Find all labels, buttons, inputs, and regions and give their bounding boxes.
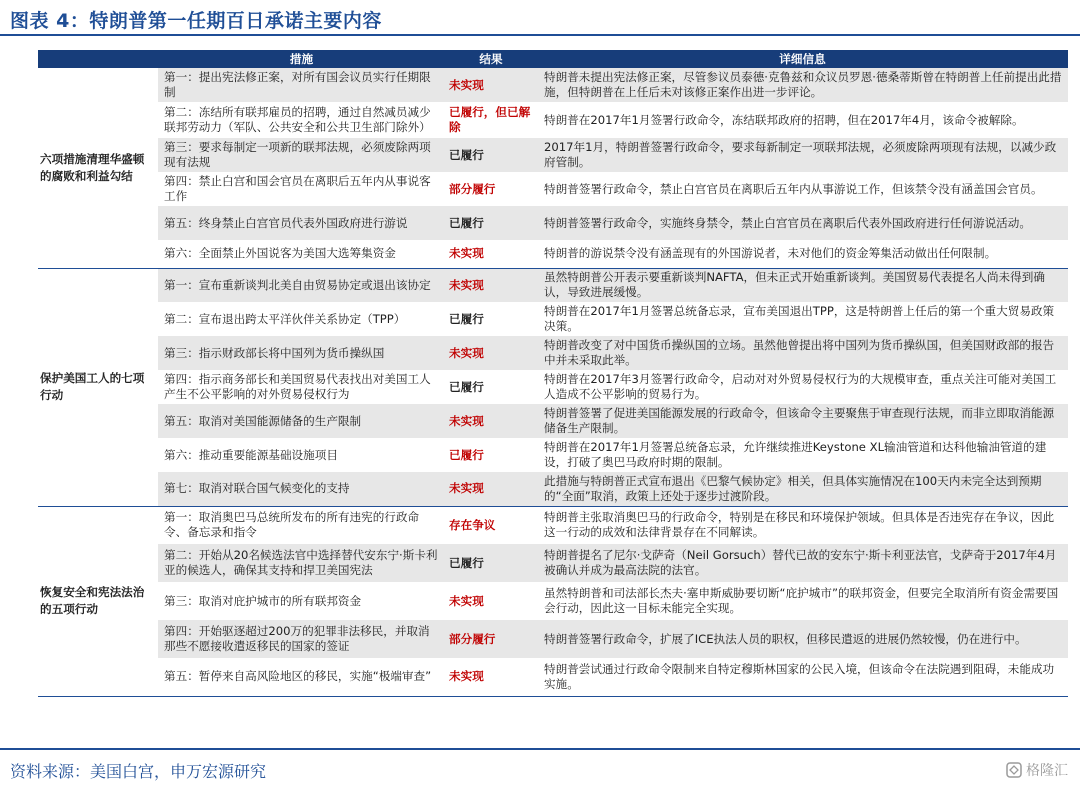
table-row [38,240,1068,268]
category-cell: 保护美国工人的七项行动 [38,268,158,506]
detail-cell: 特朗普签署了促进美国能源发展的行政命令，但该命令主要聚焦于审查现行法规，而非立即取消能源储备生产限制。 [537,404,1068,438]
measure-cell: 第二：宣布退出跨太平洋伙伴关系协定（TPP） [164,311,406,326]
result-cell: 未实现 [445,336,537,370]
result-cell: 部分履行 [445,620,537,658]
result-cell: 已履行 [449,379,484,394]
measure-cell: 第一：取消奥巴马总统所发布的所有违宪的行政命令、备忘录和指令 [164,510,420,540]
detail-cell: 此措施与特朗普正式宣布退出《巴黎气候协定》相关，但具体实施情况在100天内未完全达到预期的“全面”取消，政策上还处于逐步过渡阶段。 [537,472,1068,506]
category-cell: 恢复安全和宪法法治的五项行动 [38,506,158,696]
table-row [38,620,1068,658]
table-row [38,370,1068,404]
table-row [38,302,1068,336]
result-cell: 未实现 [445,404,537,438]
source-note: 资料来源：美国白宫，申万宏源研究 [10,762,267,781]
detail-cell: 特朗普的游说禁令没有涵盖现有的外国游说者，未对他们的资金筹集活动做出任何限制。 [537,240,1068,268]
measure-cell: 第一：提出宪法修正案，对所有国会议员实行任期限制 [158,68,445,102]
result-cell: 已履行，但已解除 [449,105,531,134]
header-details: 详细信息 [537,50,1068,68]
result-cell: 已履行 [445,138,537,172]
table-row [38,438,1068,472]
result-cell: 未实现 [445,240,537,268]
watermark [1006,760,1068,780]
footer-divider [0,748,1080,750]
result-cell: 未实现 [445,658,537,696]
result-cell: 已履行 [449,447,484,462]
table-row [38,506,1068,544]
measure-cell: 第四：指示商务部长和美国贸易代表找出对美国工人产生不公平影响的对外贸易侵权行为 [164,372,431,401]
detail-cell: 特朗普尝试通过行政命令限制来自特定穆斯林国家的公民入境，但该命令在法院遇到阻碍，未能成功实施。 [537,658,1068,696]
detail-cell: 特朗普在2017年1月签署总统备忘录，宣布美国退出TPP，这是特朗普上任后的第一个重大贸易政策决策。 [544,304,1055,333]
table-row [38,268,1068,302]
table-row [38,68,1068,102]
title-divider [0,34,1080,36]
detail-cell: 特朗普在2017年1月签署总统备忘录，允许继续推进Keystone XL输油管道和达科他输油管道的建设，打破了奥巴马政府时期的限制。 [544,440,1047,469]
table-row [38,172,1068,206]
result-cell: 部分履行 [449,181,496,196]
detail-cell: 特朗普改变了对中国货币操纵国的立场。虽然他曾提出将中国列为货币操纵国，但美国财政部的报告中并未采取此举。 [537,336,1068,370]
promises-table [38,50,1068,697]
measure-cell: 第四：禁止白宫和国会官员在离职后五年内从事说客工作 [164,174,431,203]
result-cell: 未实现 [445,268,537,302]
table-row [38,404,1068,438]
measure-cell: 第三：指示财政部长将中国列为货币操纵国 [158,336,445,370]
header-measures: 措施 [158,50,445,68]
measure-cell: 第三：要求每制定一项新的联邦法规，必须废除两项现有法规 [158,138,445,172]
table-row [38,658,1068,696]
detail-cell: 特朗普签署行政命令，禁止白宫官员在离职后五年内从事游说工作，但该禁令没有涵盖国会官员。 [544,181,1043,196]
table-header-row [38,50,1068,68]
table-row [38,582,1068,620]
detail-cell: 虽然特朗普公开表示要重新谈判NAFTA，但未正式开始重新谈判。美国贸易代表提名人尚未得到确认，导致进展缓慢。 [537,268,1068,302]
result-cell: 未实现 [445,68,537,102]
header-category [38,50,158,68]
detail-cell: 特朗普提名了尼尔·戈萨奇（Neil Gorsuch）替代已故的安东宁·斯卡利亚法官，戈萨奇于2017年4月被确认并成为最高法院的法官。 [537,544,1068,582]
measure-cell: 第五：暂停来自高风险地区的移民，实施“极端审查” [158,658,445,696]
detail-cell: 特朗普未提出宪法修正案，尽管参议员泰德·克鲁兹和众议员罗恩·德桑蒂斯曾在特朗普上任前提出此措施，但特朗普在上任后未对该修正案作出进一步评论。 [537,68,1068,102]
result-cell: 已履行 [449,311,484,326]
table-row [38,102,1068,138]
measure-cell: 第六：推动重要能源基础设施项目 [164,447,338,462]
result-cell: 已履行 [445,544,537,582]
detail-cell: 2017年1月，特朗普签署行政命令，要求每新制定一项联邦法规，必须废除两项现有法规，以减少政府管制。 [537,138,1068,172]
table-body [38,68,1068,696]
measure-cell: 第一：宣布重新谈判北美自由贸易协定或退出该协定 [158,268,445,302]
detail-cell: 特朗普签署行政命令，扩展了ICE执法人员的职权，但移民遣返的进展仍然较慢，仍在进行中。 [537,620,1068,658]
table-row [38,336,1068,370]
table-row [38,544,1068,582]
table-row [38,138,1068,172]
measure-cell: 第二：开始从20名候选法官中选择替代安东宁·斯卡利亚的候选人，确保其支持和捍卫美国宪法 [158,544,445,582]
header-result: 结果 [445,50,537,68]
watermark-text: 格隆汇 [1026,763,1068,779]
measure-cell: 第五：取消对美国能源储备的生产限制 [158,404,445,438]
table-row [38,472,1068,506]
detail-cell: 特朗普签署行政命令，实施终身禁令，禁止白宫官员在离职后代表外国政府进行任何游说活动。 [537,206,1068,240]
result-cell: 未实现 [445,472,537,506]
result-cell: 已履行 [445,206,537,240]
detail-cell: 特朗普在2017年1月签署行政命令，冻结联邦政府的招聘，但在2017年4月，该命令被解除。 [544,112,1024,127]
measure-cell: 第二：冻结所有联邦雇员的招聘，通过自然减员减少联邦劳动力（军队、公共安全和公共卫生部门除外） [164,105,431,134]
measure-cell: 第六：全面禁止外国说客为美国大选筹集资金 [158,240,445,268]
measure-cell: 第五：终身禁止白宫官员代表外国政府进行游说 [158,206,445,240]
result-cell: 未实现 [449,593,484,608]
result-cell: 存在争议 [449,517,496,532]
category-cell: 六项措施清理华盛顿的腐败和利益勾结 [38,68,158,268]
table-row [38,206,1068,240]
page-title: 图表 4：特朗普第一任期百日承诺主要内容 [10,10,382,32]
detail-cell: 虽然特朗普和司法部长杰夫·塞申斯威胁要切断“庇护城市”的联邦资金，但要完全取消所有资金需要国会行动，因此这一目标未能完全实现。 [544,586,1059,615]
measure-cell: 第四：开始驱逐超过200万的犯罪非法移民，并取消那些不愿接收遣返移民的国家的签证 [158,620,445,658]
measure-cell: 第七：取消对联合国气候变化的支持 [158,472,445,506]
measure-cell: 第三：取消对庇护城市的所有联邦资金 [164,593,362,608]
detail-cell: 特朗普主张取消奥巴马的行政命令，特别是在移民和环境保护领域。但具体是否违宪存在争议，因此这一行动的成效和法律背景存在不同解读。 [544,510,1055,540]
detail-cell: 特朗普在2017年3月签署行政命令，启动对对外贸易侵权行为的大规模审查，重点关注可能对美国工人造成不公平影响的贸易行为。 [544,372,1057,401]
gelonghui-logo-icon [1006,762,1022,778]
